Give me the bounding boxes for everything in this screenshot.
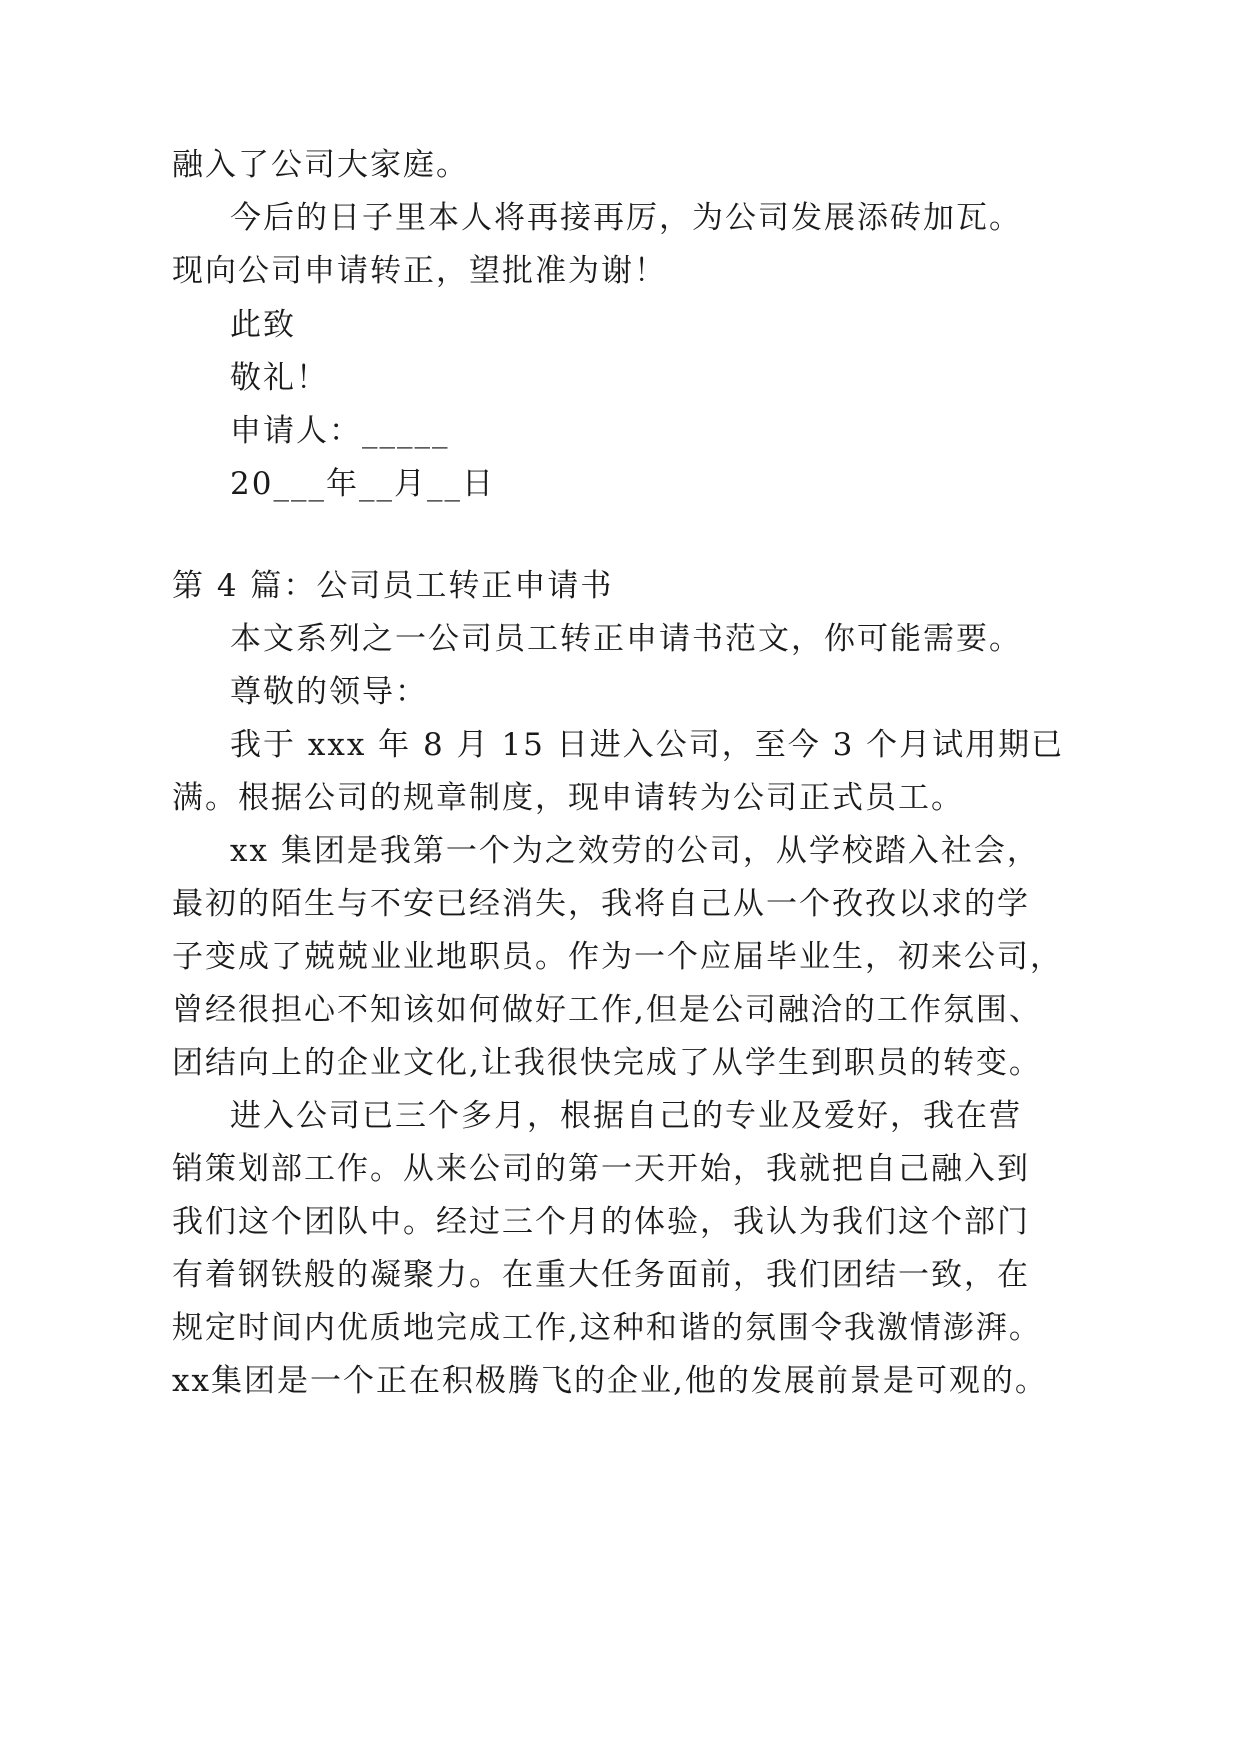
paragraph-line: xx集团是一个正在积极腾飞的企业,他的发展前景是可观的。 bbox=[172, 1363, 1048, 1399]
paragraph-line: 规定时间内优质地完成工作,这种和谐的氛围令我激情澎湃。 bbox=[172, 1310, 1042, 1346]
paragraph-line: 满。根据公司的规章制度，现申请转为公司正式员工。 bbox=[172, 780, 964, 816]
paragraph-line: 我们这个团队中。经过三个月的体验，我认为我们这个部门 bbox=[172, 1204, 1030, 1240]
paragraph-line: 今后的日子里本人将再接再厉，为公司发展添砖加瓦。 bbox=[230, 200, 1022, 236]
paragraph-line: 进入公司已三个多月，根据自己的专业及爱好，我在营 bbox=[230, 1098, 1022, 1134]
paragraph-line: 子变成了兢兢业业地职员。作为一个应届毕业生，初来公司， bbox=[172, 939, 1063, 975]
closing-regards: 敬礼！ bbox=[230, 360, 329, 396]
paragraph-line: 融入了公司大家庭。 bbox=[172, 147, 469, 183]
paragraph-line: 曾经很担心不知该如何做好工作,但是公司融洽的工作氛围、 bbox=[172, 992, 1042, 1028]
paragraph-line: 有着钢铁般的凝聚力。在重大任务面前，我们团结一致，在 bbox=[172, 1257, 1030, 1293]
paragraph-line: 现向公司申请转正，望批准为谢！ bbox=[172, 253, 667, 289]
greeting-line: 尊敬的领导： bbox=[230, 674, 428, 710]
closing-salutation: 此致 bbox=[230, 307, 296, 343]
paragraph-line: 团结向上的企业文化,让我很快完成了从学生到职员的转变。 bbox=[172, 1045, 1042, 1081]
paragraph-line: 本文系列之一公司员工转正申请书范文，你可能需要。 bbox=[230, 621, 1022, 657]
paragraph-line: 销策划部工作。从来公司的第一天开始，我就把自己融入到 bbox=[172, 1151, 1030, 1187]
date-line: 20___年__月__日 bbox=[230, 466, 495, 502]
paragraph-line: 我于 xxx 年 8 月 15 日进入公司，至今 3 个月试用期已 bbox=[230, 727, 1065, 763]
paragraph-line: 最初的陌生与不安已经消失，我将自己从一个孜孜以求的学 bbox=[172, 886, 1030, 922]
applicant-signature-line: 申请人：_____ bbox=[230, 413, 450, 449]
section-heading: 第 4 篇：公司员工转正申请书 bbox=[172, 568, 614, 604]
paragraph-line: xx 集团是我第一个为之效劳的公司，从学校踏入社会， bbox=[230, 833, 1040, 869]
